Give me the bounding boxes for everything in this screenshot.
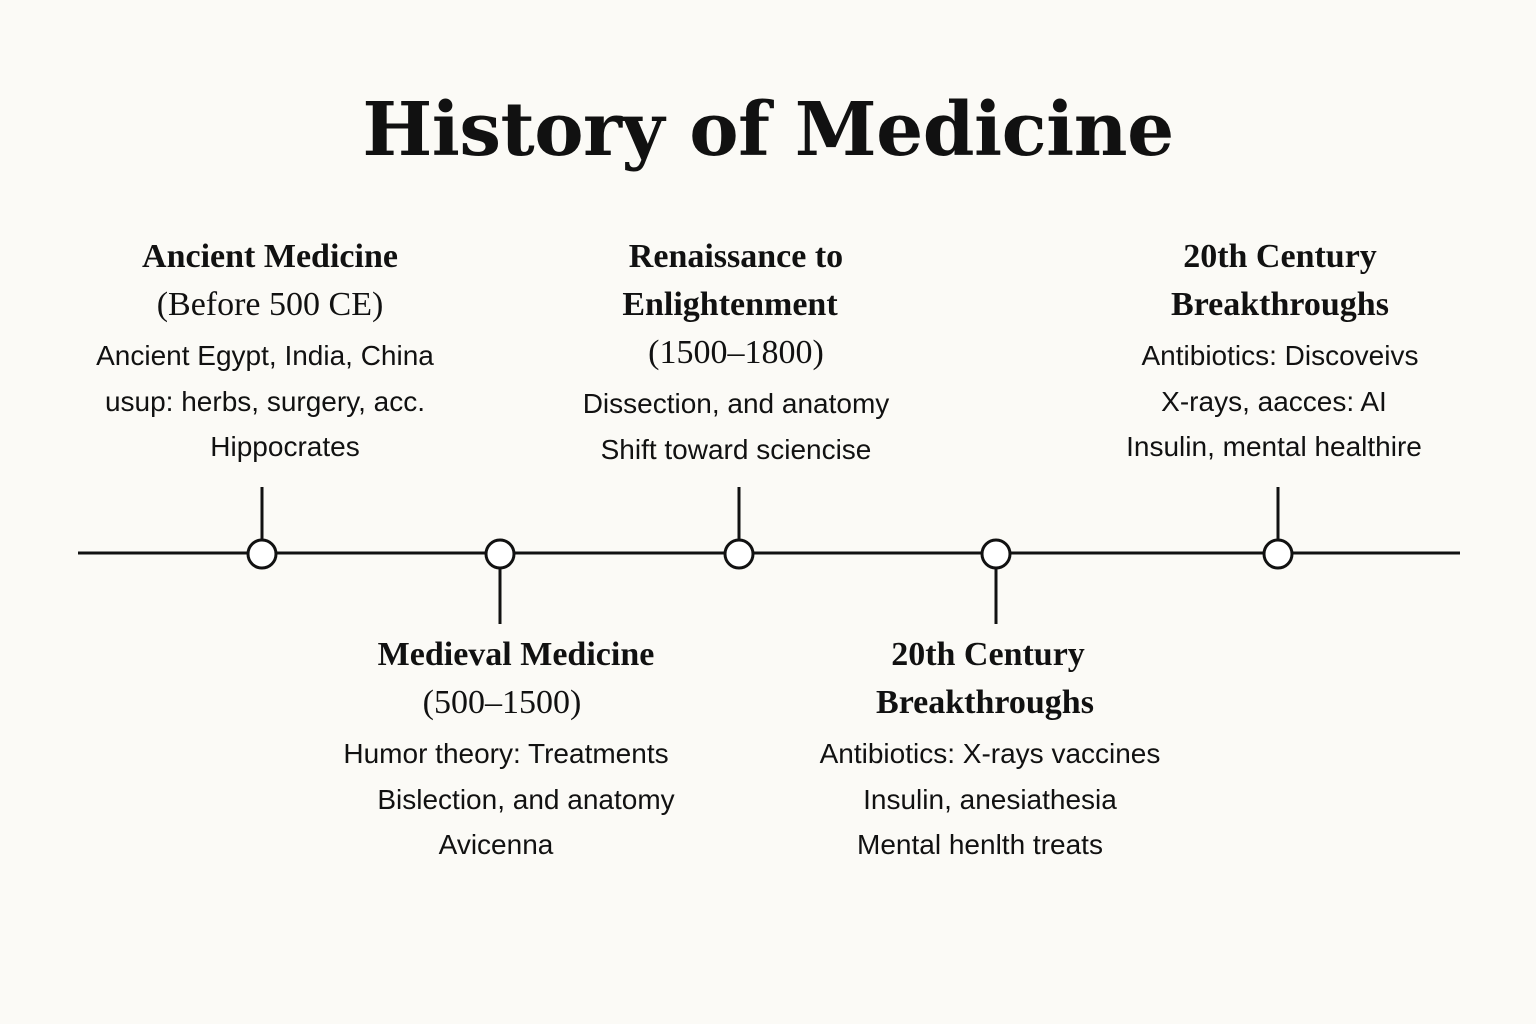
event-detail: Dissection, and anatomy <box>582 388 890 419</box>
event-detail: Hippocrates <box>210 431 360 462</box>
event-detail: Humor theory: Treatments <box>343 738 669 769</box>
event-heading: Renaissance to <box>628 238 844 275</box>
event-20th-century-lower <box>780 631 1220 868</box>
event-detail: Insulin, mental healthire <box>1126 431 1422 462</box>
event-heading: Ancient Medicine <box>142 238 398 275</box>
event-20th-century-upper <box>1060 233 1500 470</box>
event-ancient-medicine <box>60 233 480 470</box>
event-detail: Ancient Egypt, India, China <box>96 340 434 371</box>
event-renaissance-enlightenment <box>516 233 956 472</box>
page-title: History of Medicine <box>362 87 1174 173</box>
event-period: (1500–1800) <box>648 334 824 371</box>
event-detail: Avicenna <box>438 829 554 860</box>
event-detail: usup: herbs, surgery, acc. <box>104 385 426 417</box>
event-detail: Bislection, and anatomy <box>377 783 675 815</box>
event-heading: Breakthroughs <box>1171 286 1389 323</box>
event-detail: Insulin, anesiathesia <box>863 783 1117 815</box>
event-heading: Enlightenment <box>622 286 838 323</box>
event-medieval-medicine <box>296 631 736 868</box>
timeline-node-renaissance <box>725 540 753 568</box>
timeline-node-20th-century-upper <box>1264 540 1292 568</box>
event-detail: Mental henlth treats <box>857 829 1103 860</box>
event-heading: 20th Century <box>1183 238 1377 275</box>
event-detail: Shift toward sciencise <box>600 433 872 465</box>
event-detail: Antibiotics: X-rays vaccines <box>819 738 1161 769</box>
event-heading: Breakthroughs <box>876 684 1094 721</box>
event-heading: Medieval Medicine <box>377 636 655 673</box>
timeline-node-ancient <box>248 540 276 568</box>
event-period: (Before 500 CE) <box>156 286 384 323</box>
event-period: (500–1500) <box>422 684 582 721</box>
event-detail: Antibiotics: Discoveivs <box>1141 340 1419 371</box>
timeline-node-20th-century-lower <box>982 540 1010 568</box>
timeline-node-medieval <box>486 540 514 568</box>
event-detail: X-rays, aacces: AI <box>1161 385 1387 417</box>
event-heading: 20th Century <box>891 636 1085 673</box>
